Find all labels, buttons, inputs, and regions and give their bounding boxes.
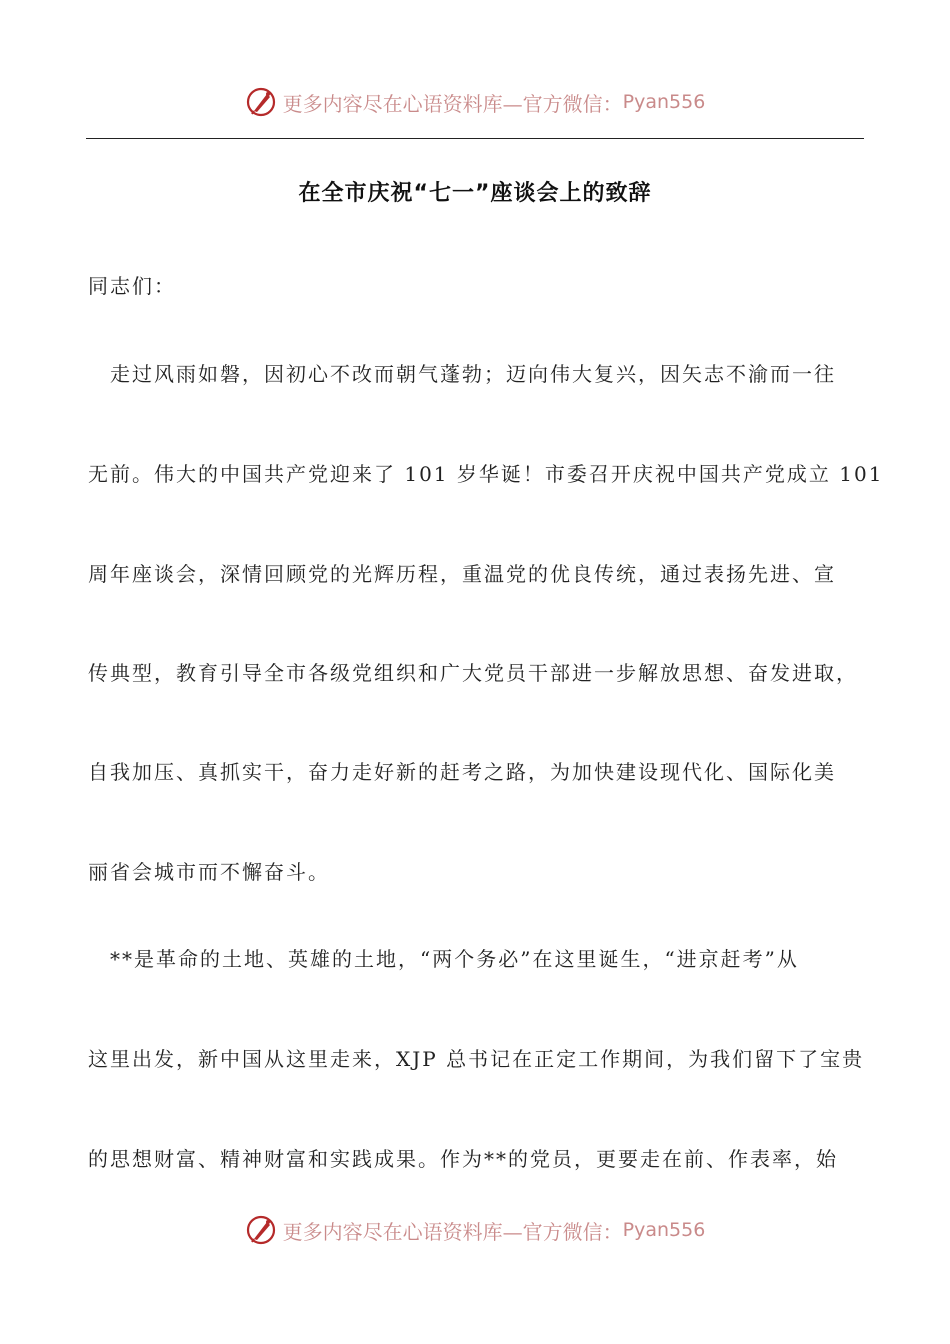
document-title: 在全市庆祝“七一”座谈会上的致辞	[298, 181, 652, 206]
body-line-3: 周年座谈会，深情回顾党的光辉历程，重温党的优良传统，通过表扬先进、宣	[88, 562, 836, 586]
body-line-6: 丽省会城市而不懈奋斗。	[88, 860, 330, 884]
body-line-1: 走过风雨如磐，因初心不改而朝气蓬勃；迈向伟大复兴，因矢志不渝而一往	[88, 362, 836, 386]
body-line-8: 这里出发，新中国从这里走来，XJP 总书记在正定工作期间，为我们留下了宝贵	[88, 1047, 865, 1071]
quill-pen-logo-icon	[245, 86, 277, 118]
header-banner	[0, 82, 950, 122]
quill-pen-logo-icon	[245, 1214, 277, 1246]
body-line-4: 传典型，教育引导全市各级党组织和广大党员干部进一步解放思想、奋发进取，	[88, 661, 858, 685]
header-banner-wechat-id: Pyan556	[622, 91, 706, 113]
footer-banner	[0, 1210, 950, 1250]
header-divider	[86, 138, 864, 139]
footer-banner-text: 更多内容尽在心语资料库—官方微信：	[282, 1219, 623, 1244]
header-banner-text: 更多内容尽在心语资料库—官方微信：	[282, 91, 623, 116]
body-line-7: **是革命的土地、英雄的土地，“两个务必”在这里诞生，“进京赶考”从	[88, 947, 799, 971]
body-line-5: 自我加压、真抓实干，奋力走好新的赶考之路，为加快建设现代化、国际化美	[88, 760, 836, 784]
body-line-9: 的思想财富、精神财富和实践成果。作为**的党员，更要走在前、作表率，始	[88, 1147, 838, 1171]
footer-banner-wechat-id: Pyan556	[622, 1219, 706, 1241]
salutation: 同志们：	[88, 274, 176, 298]
body-line-2: 无前。伟大的中国共产党迎来了 101 岁华诞！市委召开庆祝中国共产党成立 101	[88, 462, 884, 486]
